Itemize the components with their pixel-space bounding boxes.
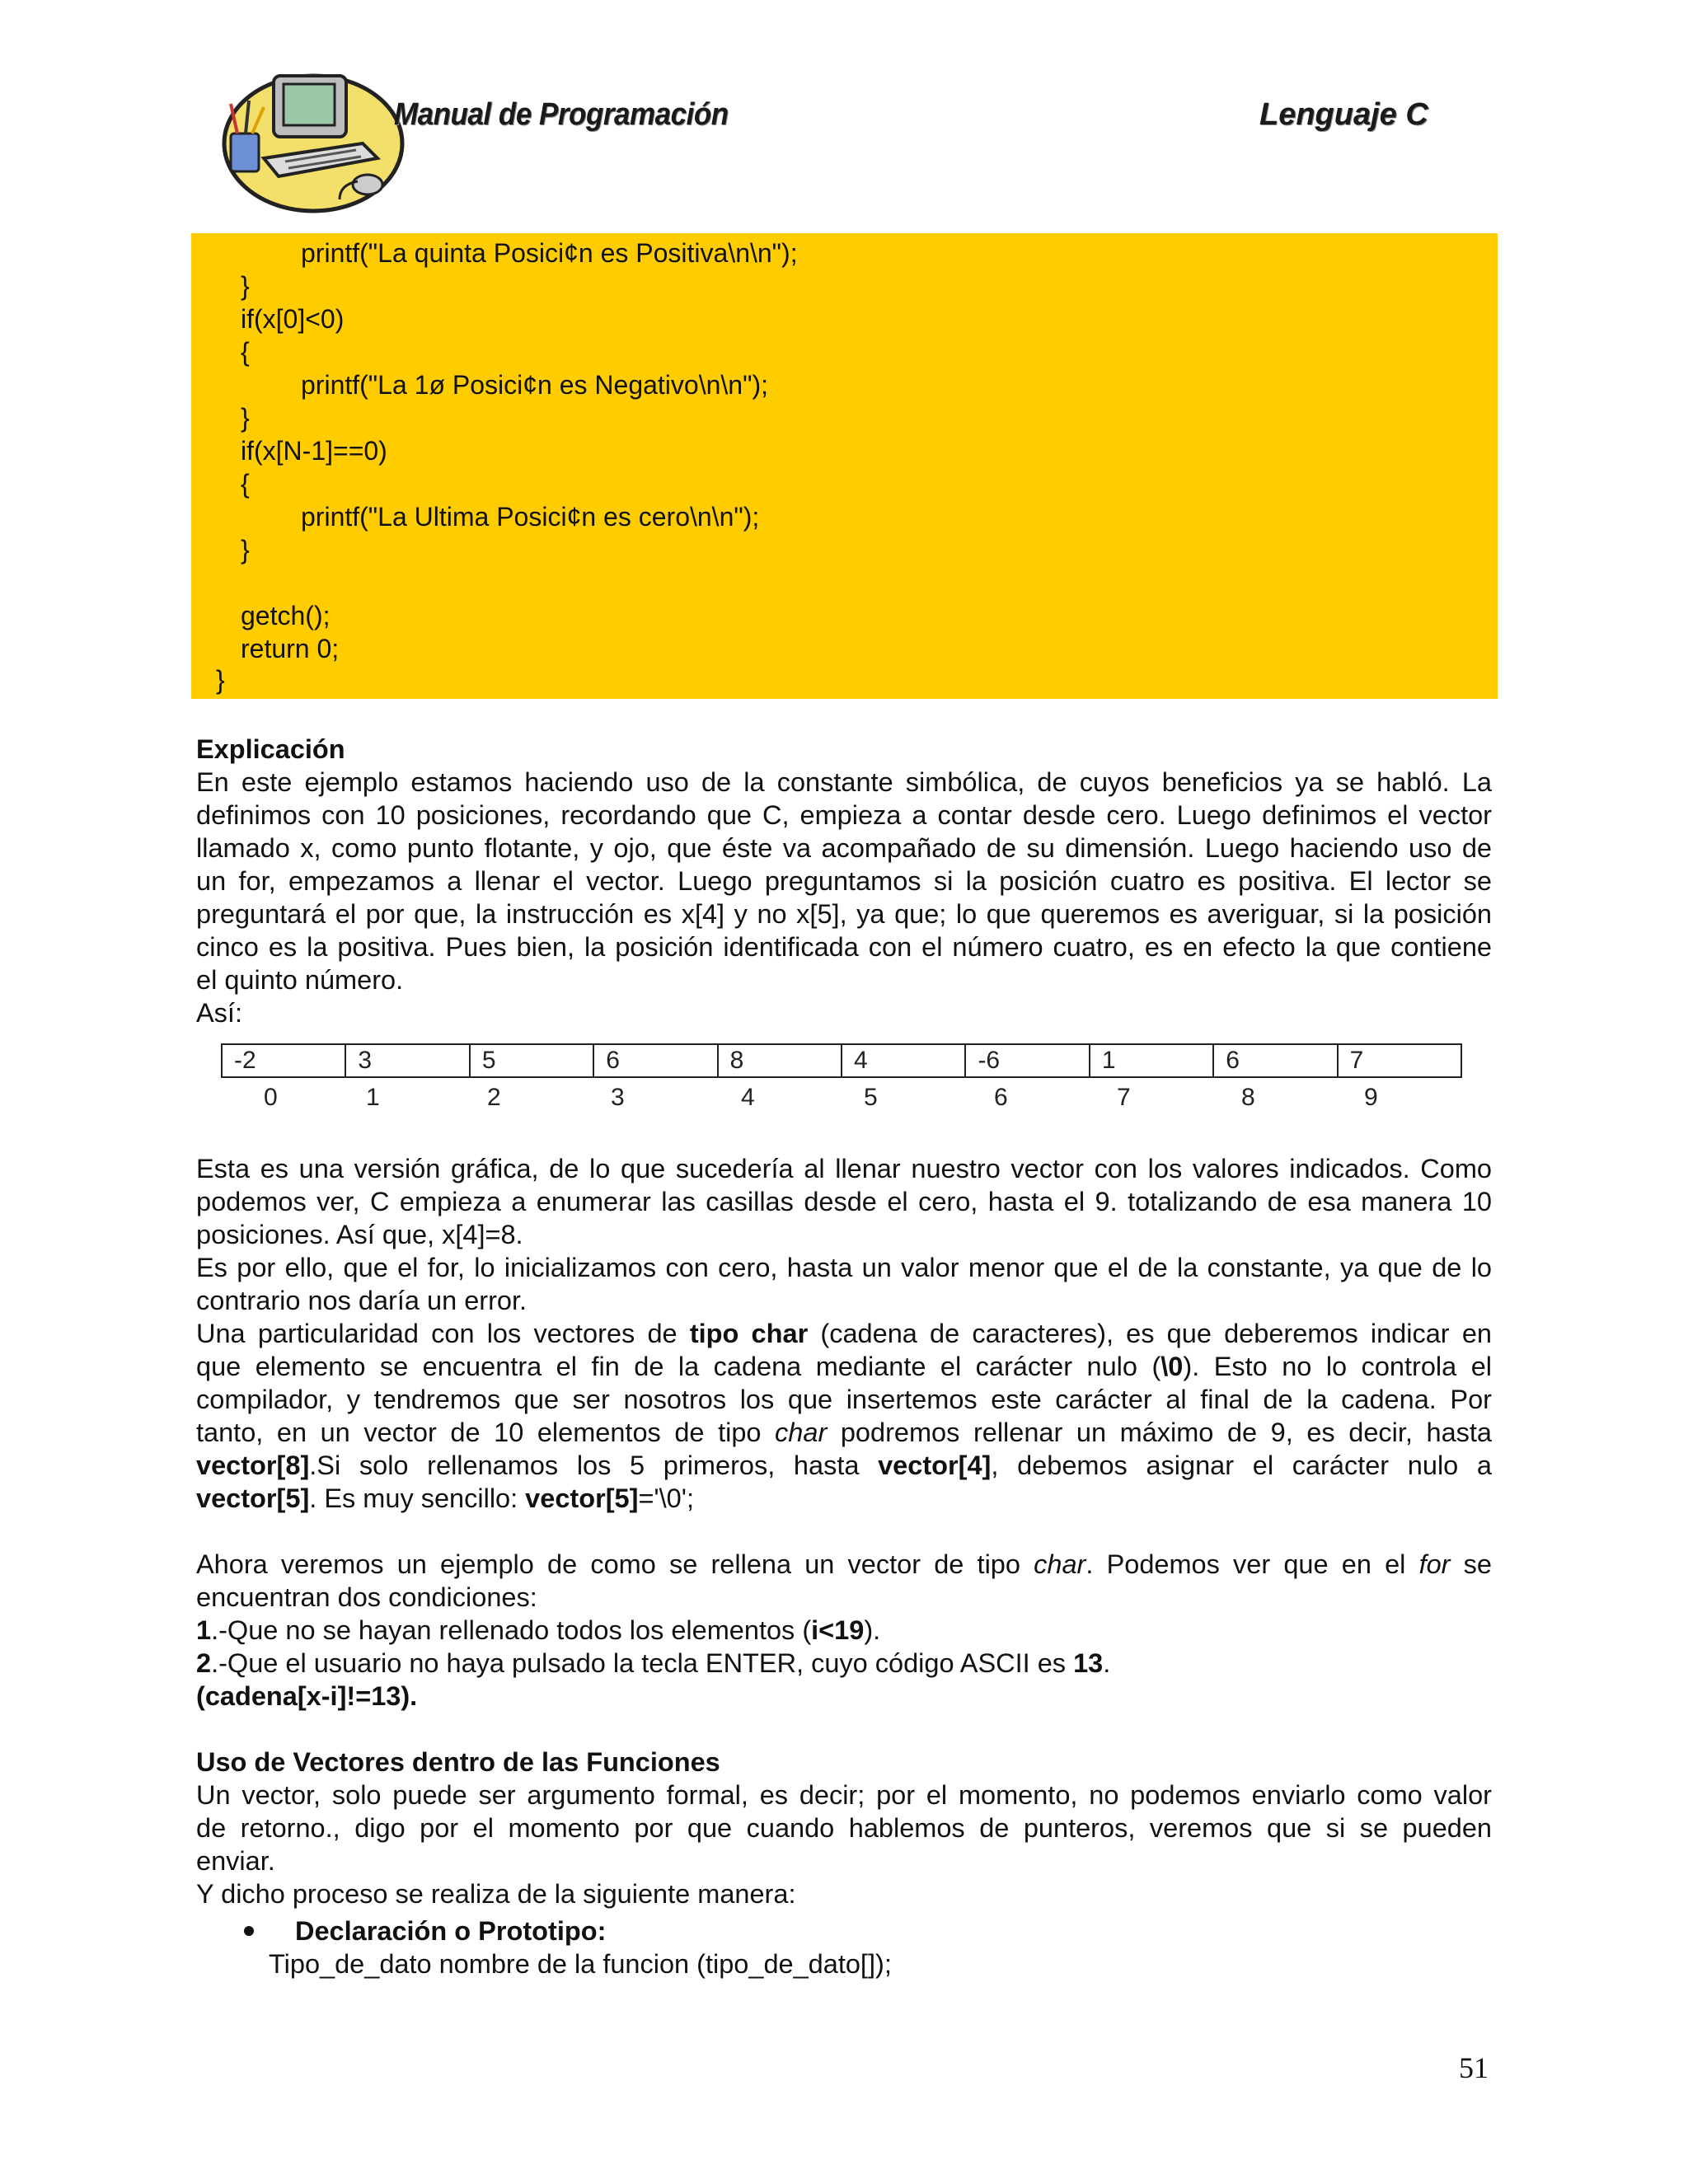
paragraph-line: de retorno., digo por el momento por que cuando hablemos de punteros, veremos que si se pueden: [196, 1813, 1492, 1843]
text-run: tanto, en un vector de 10 elementos de tipo: [196, 1418, 776, 1447]
vector-index: 3: [611, 1084, 625, 1111]
paragraph-line: [196, 1449, 1492, 1482]
text-bold: tipo char: [689, 1319, 809, 1348]
code-line: }: [241, 271, 250, 301]
text-bold: 1: [196, 1615, 212, 1645]
code-line: printf("La quinta Posici¢n es Positiva\n\n");: [301, 238, 798, 268]
section-heading: Uso de Vectores dentro de las Funciones: [196, 1747, 720, 1777]
vector-cell: 1: [1090, 1045, 1214, 1076]
text-bold: \0: [1160, 1352, 1184, 1381]
text-bold: vector[5]: [525, 1483, 639, 1513]
text-italic: for: [1418, 1549, 1451, 1579]
vector-index: 8: [1241, 1084, 1255, 1111]
text-italic: char: [775, 1418, 828, 1447]
vector-index: 9: [1364, 1084, 1378, 1111]
text-bold: vector[5]: [196, 1483, 310, 1513]
paragraph-line: Es por ello, que el for, lo inicializamos con cero, hasta un valor menor que el de la constante, ya que de lo: [196, 1253, 1492, 1282]
code-line: }: [241, 403, 250, 433]
vector-index: 7: [1117, 1084, 1131, 1111]
header-subject: Lenguaje C: [1259, 97, 1428, 132]
text-bold: i<19: [811, 1615, 865, 1645]
bullet-item: Declaración o Prototipo:: [295, 1916, 607, 1946]
vector-cell: 6: [594, 1045, 718, 1076]
text-bold: 2: [196, 1648, 212, 1678]
text-run: .: [1103, 1648, 1111, 1678]
paragraph-line: cinco es la positiva. Pues bien, la posición identificada con el número cuatro, es en efecto la que contiene: [196, 932, 1492, 962]
paragraph-line: Y dicho proceso se realiza de la siguiente manera:: [196, 1879, 796, 1909]
text-run: . Podemos ver que en el: [1085, 1549, 1419, 1579]
paragraph-line: [196, 1317, 1492, 1350]
paragraph-line: En este ejemplo estamos haciendo uso de la constante simbólica, de cuyos beneficios ya se habló. La: [196, 767, 1492, 797]
text-bold: vector[8]: [196, 1451, 310, 1480]
vector-cell: 4: [842, 1045, 966, 1076]
header-title: Manual de Programación: [394, 97, 729, 132]
vector-index: 6: [994, 1084, 1008, 1111]
text-run: podremos rellenar un máximo de 9, es decir, hasta: [827, 1418, 1492, 1447]
text-run: Una particularidad con los vectores de: [196, 1319, 690, 1348]
vector-index: 4: [741, 1084, 755, 1111]
vector-cell: 7: [1349, 1047, 1364, 1074]
paragraph-line: el quinto número.: [196, 965, 404, 995]
paragraph-line: posiciones. Así que, x[4]=8.: [196, 1220, 523, 1249]
bullet-icon: [244, 1926, 254, 1936]
vector-index: 1: [366, 1084, 380, 1111]
code-line: printf("La 1ø Posici¢n es Negativo\n\n");: [301, 370, 768, 400]
paragraph-line: contrario nos daría un error.: [196, 1286, 528, 1315]
paragraph-line: preguntará el por que, la instrucción es x[4] y no x[5], ya que; lo que queremos es averiguar, si la posición: [196, 899, 1492, 929]
text-run: . Es muy sencillo:: [309, 1483, 526, 1513]
prototype-line: Tipo_de_dato nombre de la funcion (tipo_de_dato[]);: [269, 1949, 892, 1979]
text-italic: char: [1034, 1549, 1086, 1579]
paragraph-line: definimos con 10 posiciones, recordando que C, empieza a contar desde cero. Luego definimos el vector: [196, 800, 1492, 830]
vector-cell: 5: [471, 1045, 594, 1076]
text-run: .-Que el usuario no haya pulsado la tecla ENTER, cuyo código ASCII es: [211, 1648, 1074, 1678]
paragraph-line: llamado x, como punto flotante, y ojo, que éste va acompañado de su dimensión. Luego haciendo uso de: [196, 833, 1492, 863]
paragraph-line: [196, 1350, 1492, 1383]
paragraph-line: podemos ver, C empieza a enumerar las casillas desde el cero, hasta el 9. totalizando de esa manera 10: [196, 1187, 1492, 1216]
computer-clipart-icon: [216, 61, 406, 218]
code-block: [191, 233, 1498, 699]
paragraph-line: compilador, y tendremos que ser nosotros los que insertemos este carácter al final de la cadena. Por: [196, 1385, 1492, 1414]
text-run: .Si solo rellenamos los 5 primeros, hasta: [309, 1451, 879, 1480]
page-number: 51: [1459, 2051, 1489, 2084]
code-line: return 0;: [241, 634, 340, 663]
explicacion-heading: Explicación: [196, 734, 345, 764]
paragraph-line: enviar.: [196, 1846, 275, 1876]
code-line: {: [241, 337, 250, 367]
vector-cell: 8: [719, 1045, 842, 1076]
text-run: (cadena de caracteres), es que deberemos indicar en: [808, 1319, 1492, 1348]
text-run: .-Que no se hayan rellenado todos los elementos (: [211, 1615, 812, 1645]
paragraph-line: [196, 1482, 1492, 1515]
text-bold: vector[4]: [878, 1451, 992, 1480]
code-line: }: [241, 535, 250, 565]
text-bold: 13: [1073, 1648, 1104, 1678]
paragraph-line: un for, empezamos a llenar el vector. Luego preguntamos si la posición cuatro es positiva. El lector se: [196, 866, 1492, 896]
paragraph-line: [196, 1614, 1492, 1647]
text-run: ='\0';: [638, 1483, 694, 1513]
paragraph-line: [196, 1548, 1492, 1581]
vector-diagram: [221, 1043, 1462, 1078]
text-run: , debemos asignar el carácter nulo a: [991, 1451, 1492, 1480]
vector-cell: -6: [966, 1045, 1090, 1076]
paragraph-line: (cadena[x-i]!=13).: [196, 1681, 418, 1711]
paragraph-line: [196, 1647, 1492, 1680]
paragraph-line: encuentran dos condiciones:: [196, 1582, 537, 1612]
code-line: if(x[0]<0): [241, 304, 345, 334]
code-line: printf("La Ultima Posici¢n es cero\n\n");: [301, 502, 760, 532]
paragraph-line: [196, 1416, 1492, 1449]
text-run: Ahora veremos un ejemplo de como se rellena un vector de tipo: [196, 1549, 1034, 1579]
text-run: ). Esto no lo controla el: [1183, 1352, 1492, 1381]
text-run: que elemento se encuentra el fin de la cadena mediante el carácter nulo (: [196, 1352, 1161, 1381]
code-line: if(x[N-1]==0): [241, 436, 387, 466]
vector-index: 5: [864, 1084, 878, 1111]
paragraph-line: Un vector, solo puede ser argumento formal, es decir; por el momento, no podemos enviarlo como valor: [196, 1780, 1492, 1810]
paragraph-line: Esta es una versión gráfica, de lo que sucedería al llenar nuestro vector con los valores indicados. Como: [196, 1154, 1492, 1183]
vector-index: 2: [487, 1084, 501, 1111]
text-run: se: [1450, 1549, 1492, 1579]
code-line: {: [241, 469, 250, 499]
vector-cell: 3: [346, 1045, 470, 1076]
code-line: getch();: [241, 601, 331, 630]
text-run: ).: [864, 1615, 881, 1645]
vector-cell: -2: [223, 1045, 346, 1076]
code-line: }: [216, 665, 225, 695]
paragraph-line: Así:: [196, 998, 242, 1028]
vector-index: 0: [264, 1084, 278, 1111]
vector-cell: 6: [1214, 1045, 1338, 1076]
